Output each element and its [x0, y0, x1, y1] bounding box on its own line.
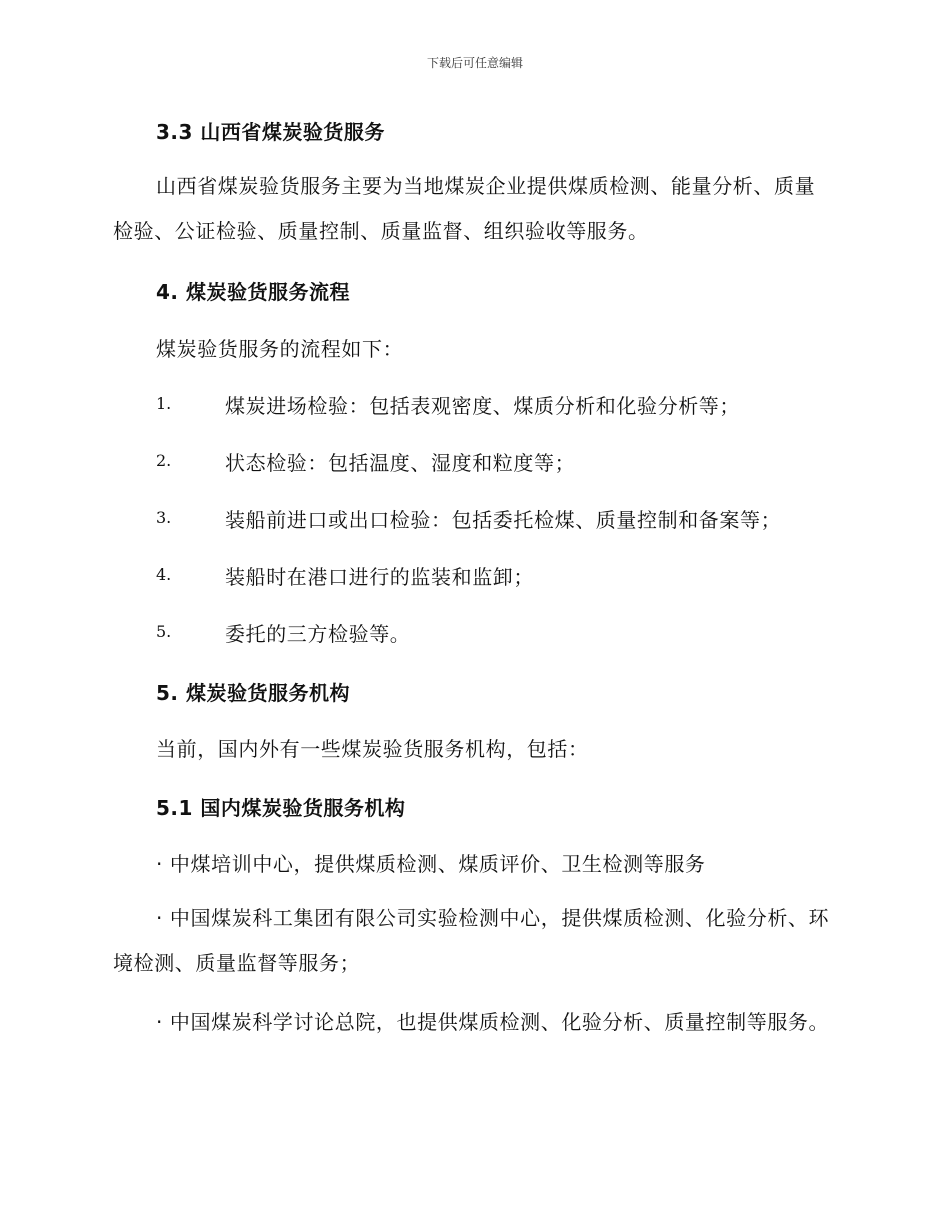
- list-number: 4.: [156, 565, 172, 584]
- list-number: 3.: [156, 508, 172, 527]
- list-number: 2.: [156, 451, 172, 470]
- list-text: 装船时在港口进行的监装和监卸；: [225, 565, 534, 589]
- section-4-heading: 4. 煤炭验货服务流程: [156, 280, 350, 304]
- section-5-1-heading: 5.1 国内煤炭验货服务机构: [156, 796, 406, 820]
- list-number: 1.: [156, 394, 172, 413]
- list-number: 5.: [156, 622, 172, 641]
- list-item: [156, 618, 836, 648]
- list-text: 状态检验：包括温度、湿度和粒度等；: [225, 451, 576, 475]
- section-3-3-paragraph: 山西省煤炭验货服务主要为当地煤炭企业提供煤质检测、能量分析、质量检验、公证检验、质量控制、质量监督、组织验收等服务。: [113, 174, 816, 243]
- bullet-item: · 中国煤炭科学讨论总院，也提供煤质检测、化验分析、质量控制等服务。: [156, 1010, 830, 1034]
- bullet-item: · 中煤培训中心，提供煤质检测、煤质评价、卫生检测等服务: [156, 852, 706, 876]
- list-item: [156, 504, 836, 534]
- list-text: 装船前进口或出口检验：包括委托检煤、质量控制和备案等；: [225, 508, 782, 532]
- list-text: 煤炭进场检验：包括表观密度、煤质分析和化验分析等；: [225, 394, 740, 418]
- section-4-intro: 煤炭验货服务的流程如下：: [156, 337, 404, 361]
- header-note: 下载后可任意编辑: [426, 56, 523, 70]
- section-3-3-heading: 3.3 山西省煤炭验货服务: [156, 120, 385, 144]
- list-item: [156, 390, 836, 420]
- list-item: [156, 447, 836, 477]
- list-item: [156, 561, 836, 591]
- bullet-item: · 中国煤炭科工集团有限公司实验检测中心，提供煤质检测、化验分析、环境检测、质量监督等服务；: [113, 906, 830, 975]
- section-5-heading: 5. 煤炭验货服务机构: [156, 681, 350, 705]
- list-text: 委托的三方检验等。: [225, 622, 411, 646]
- section-5-intro: 当前，国内外有一些煤炭验货服务机构，包括：: [156, 737, 589, 761]
